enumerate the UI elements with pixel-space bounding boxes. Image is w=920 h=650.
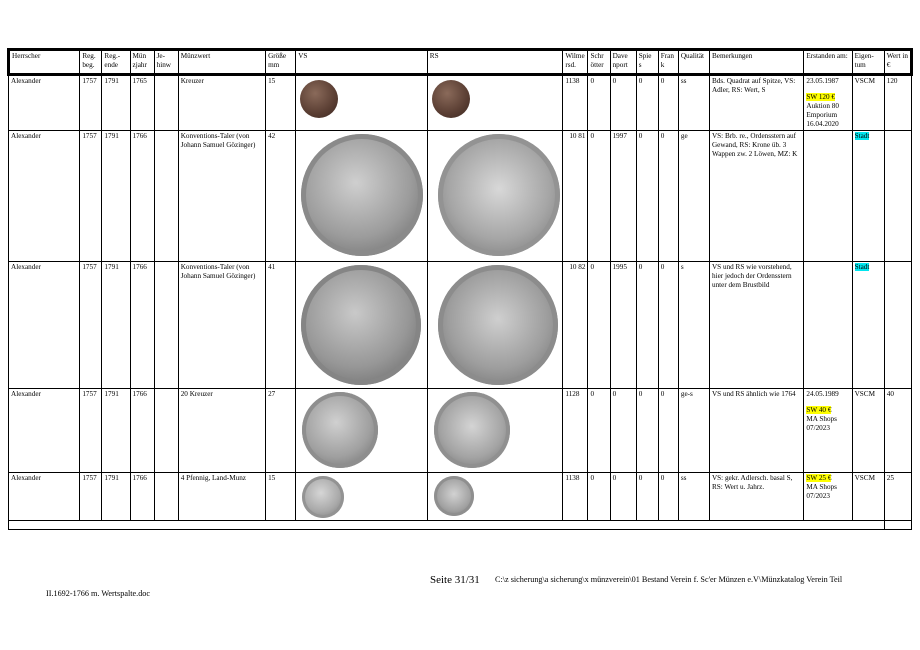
table-row-empty [9, 521, 912, 530]
coin-obverse-image [302, 476, 344, 518]
cell-bemerkungen: VS: Brb. re., Ordensstern auf Gewand, RS: Krone üb. 3 Wappen zw. 2 Löwen, MZ: K [709, 131, 803, 262]
table-row [9, 75, 912, 131]
header-row [9, 50, 912, 75]
cell-muenzjahr: 1766 [130, 262, 154, 389]
col-header: Herrscher [9, 50, 80, 75]
cell-vs-image [296, 75, 428, 131]
cell-qualitaet: ge [678, 131, 709, 262]
cell-hinweis [154, 131, 178, 262]
cell-davenport: 1995 [610, 262, 636, 389]
cell-schroetter: 0 [588, 75, 610, 131]
cell-herrscher: Alexander [9, 473, 80, 521]
cell-reg-ende: 1791 [102, 75, 130, 131]
cell-erstanden [804, 389, 852, 473]
cell-reg-beg: 1757 [80, 131, 102, 262]
table-row [9, 131, 912, 262]
file-name: II.1692-1766 m. Wertspalte.doc [46, 589, 151, 598]
cell-groesse: 15 [266, 473, 296, 521]
coin-obverse-image [301, 265, 421, 385]
col-header: Dave nport [610, 50, 636, 75]
coin-obverse-image [301, 134, 423, 256]
col-header: Größe mm [266, 50, 296, 75]
cell-eigentum [852, 131, 884, 262]
catalog-table [7, 48, 913, 530]
cell-bemerkungen: VS und RS ähnlich wie 1764 [709, 389, 803, 473]
cell-rs-image [427, 131, 563, 262]
cell-vs-image [296, 389, 428, 473]
cell-herrscher: Alexander [9, 75, 80, 131]
cell-qualitaet: s [678, 262, 709, 389]
acquired-note: MA Shops 07/2023 [806, 415, 837, 432]
cell-reg-ende: 1791 [102, 262, 130, 389]
cell-muenzwert: 4 Pfennig, Land-Munz [178, 473, 265, 521]
cell-davenport: 1997 [610, 131, 636, 262]
cell-wilmersdoerffer: 10 82 [563, 262, 588, 389]
coin-obverse-image [300, 80, 338, 118]
cell-wert-eur [884, 131, 911, 262]
col-header: Reg. beg. [80, 50, 102, 75]
col-header: Schr ötter [588, 50, 610, 75]
col-header: Eigen-tum [852, 50, 884, 75]
cell-muenzwert: 20 Kreuzer [178, 389, 265, 473]
coin-reverse-image [432, 80, 470, 118]
cell-muenzwert: Kreuzer [178, 75, 265, 131]
cell-hinweis [154, 75, 178, 131]
cell-rs-image [427, 262, 563, 389]
price-badge: SW 25 € [806, 474, 832, 482]
owner-badge: Stadt [854, 263, 870, 271]
cell-qualitaet: ge-s [678, 389, 709, 473]
coin-obverse-image [302, 392, 378, 468]
cell-reg-ende: 1791 [102, 389, 130, 473]
cell-vs-image [296, 262, 428, 389]
cell-rs-image [427, 75, 563, 131]
cell-erstanden [804, 75, 852, 131]
coin-reverse-image [438, 134, 560, 256]
cell-bemerkungen: VS: gekr. Adlersch. basal S, RS: Wert u. Jahrz. [709, 473, 803, 521]
coin-reverse-image [434, 476, 474, 516]
cell-reg-ende: 1791 [102, 473, 130, 521]
cell-muenzjahr: 1766 [130, 473, 154, 521]
cell-herrscher: Alexander [9, 131, 80, 262]
cell-davenport: 0 [610, 75, 636, 131]
cell-hinweis [154, 262, 178, 389]
cell-qualitaet: ss [678, 75, 709, 131]
col-header: Mün zjahr [130, 50, 154, 75]
cell-herrscher: Alexander [9, 262, 80, 389]
cell-reg-beg: 1757 [80, 75, 102, 131]
cell-eigentum: VSCM [852, 389, 884, 473]
table-row [9, 389, 912, 473]
col-header: VS [296, 50, 428, 75]
cell-muenzjahr: 1766 [130, 389, 154, 473]
cell-vs-image [296, 473, 428, 521]
cell-eigentum: VSCM [852, 473, 884, 521]
acquired-note: MA Shops 07/2023 [806, 483, 837, 500]
cell-bemerkungen: Bds. Quadrat auf Spitze, VS: Adler, RS: Wert, S [709, 75, 803, 131]
cell-frank: 0 [658, 131, 678, 262]
cell-hinweis [154, 473, 178, 521]
file-path: C:\z sicherung\a sicherung\x münzverein\01 Bestand Verein f. Sc'er Münzen e.V\Münzkatalog Verein Teil [495, 575, 843, 584]
col-header: Wilme rsd. [563, 50, 588, 75]
coin-reverse-image [434, 392, 510, 468]
cell-bemerkungen: VS und RS wie vorstehend, hier jedoch der Ordensstern unter dem Brustbild [709, 262, 803, 389]
cell-spies: 0 [636, 389, 658, 473]
cell-muenzwert: Konventions-Taler (von Johann Samuel Gözinger) [178, 262, 265, 389]
cell-eigentum: VSCM [852, 75, 884, 131]
cell-spies: 0 [636, 75, 658, 131]
cell-erstanden [804, 473, 852, 521]
cell-spies: 0 [636, 473, 658, 521]
cell-frank: 0 [658, 262, 678, 389]
cell-hinweis [154, 389, 178, 473]
cell-frank: 0 [658, 75, 678, 131]
price-badge: SW 120 € [806, 93, 836, 101]
col-header: Bemerkungen [709, 50, 803, 75]
owner-badge: Stadt [854, 132, 870, 140]
cell-wilmersdoerffer: 1128 [563, 389, 588, 473]
cell-qualitaet: ss [678, 473, 709, 521]
cell-davenport: 0 [610, 473, 636, 521]
empty-cell [9, 521, 885, 530]
cell-frank: 0 [658, 473, 678, 521]
table-row [9, 473, 912, 521]
col-header: RS [427, 50, 563, 75]
cell-groesse: 27 [266, 389, 296, 473]
cell-spies: 0 [636, 262, 658, 389]
col-header: Je-hinw [154, 50, 178, 75]
col-header: Wert in € [884, 50, 911, 75]
cell-muenzwert: Konventions-Taler (von Johann Samuel Gözinger) [178, 131, 265, 262]
cell-frank: 0 [658, 389, 678, 473]
cell-reg-ende: 1791 [102, 131, 130, 262]
page-number: Seite 31/31 [430, 574, 480, 586]
col-header: Münzwert [178, 50, 265, 75]
cell-davenport: 0 [610, 389, 636, 473]
acquired-date: 24.05.1989 [806, 390, 839, 398]
cell-schroetter: 0 [588, 131, 610, 262]
cell-erstanden [804, 262, 852, 389]
col-header: Reg.-ende [102, 50, 130, 75]
col-header: Qualität [678, 50, 709, 75]
col-header: Fran k [658, 50, 678, 75]
table-row [9, 262, 912, 389]
cell-spies: 0 [636, 131, 658, 262]
cell-wert-eur: 40 [884, 389, 911, 473]
price-badge: SW 40 € [806, 406, 832, 414]
cell-wilmersdoerffer: 1138 [563, 75, 588, 131]
cell-wert-eur: 25 [884, 473, 911, 521]
col-header: Spie s [636, 50, 658, 75]
cell-wilmersdoerffer: 1138 [563, 473, 588, 521]
cell-rs-image [427, 473, 563, 521]
cell-wilmersdoerffer: 10 81 [563, 131, 588, 262]
coin-reverse-image [438, 265, 558, 385]
cell-eigentum [852, 262, 884, 389]
cell-muenzjahr: 1765 [130, 75, 154, 131]
cell-schroetter: 0 [588, 473, 610, 521]
cell-erstanden [804, 131, 852, 262]
cell-herrscher: Alexander [9, 389, 80, 473]
cell-groesse: 15 [266, 75, 296, 131]
cell-vs-image [296, 131, 428, 262]
cell-rs-image [427, 389, 563, 473]
cell-muenzjahr: 1766 [130, 131, 154, 262]
acquired-date: 23.05.1987 [806, 77, 839, 85]
cell-wert-eur [884, 262, 911, 389]
cell-reg-beg: 1757 [80, 389, 102, 473]
cell-wert-eur: 120 [884, 75, 911, 131]
cell-groesse: 42 [266, 131, 296, 262]
col-header: Erstanden am: [804, 50, 852, 75]
cell-reg-beg: 1757 [80, 473, 102, 521]
acquired-note: Auktion 80 Emporium 16.04.2020 [806, 102, 839, 128]
empty-cell [884, 521, 911, 530]
cell-reg-beg: 1757 [80, 262, 102, 389]
cell-schroetter: 0 [588, 262, 610, 389]
cell-schroetter: 0 [588, 389, 610, 473]
cell-groesse: 41 [266, 262, 296, 389]
